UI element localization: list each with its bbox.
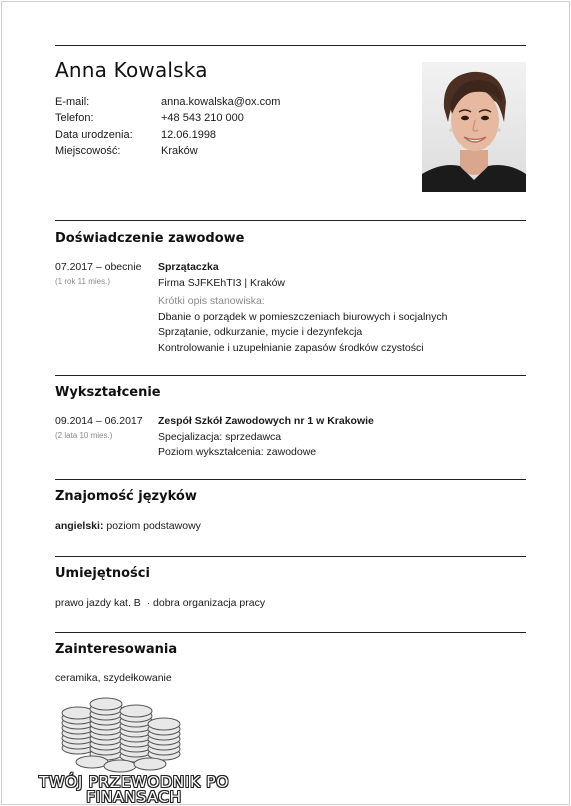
- contact-label: Miejscowość:: [55, 144, 121, 157]
- languages-title: Znajomość języków: [55, 489, 197, 504]
- contact-row-city: [55, 143, 280, 159]
- job-company: Firma SJFKEhTI3 | Kraków: [158, 276, 286, 289]
- watermark-line: TWÓJ PRZEWODNIK PO: [38, 773, 230, 791]
- coin-stack-logo: [56, 688, 186, 780]
- section-rule: [55, 479, 526, 480]
- education-details: [158, 414, 528, 461]
- language-row: [55, 520, 201, 532]
- section-rule: [55, 556, 526, 557]
- experience-details: [158, 260, 528, 357]
- profile-photo: [422, 62, 526, 192]
- contact-label: Telefon:: [55, 112, 94, 125]
- experience-title: Doświadczenie zawodowe: [55, 231, 245, 246]
- contact-label: E-mail:: [55, 96, 90, 108]
- language-name: angielski:: [55, 520, 104, 532]
- language-level: poziom podstawowy: [106, 520, 201, 532]
- job-duty: Kontrolowanie i uzupełnianie zapasów środków czystości: [158, 341, 424, 354]
- job-description-label: Krótki opis stanowiska:: [158, 295, 265, 308]
- contact-label: Data urodzenia:: [55, 128, 133, 141]
- contact-phone: +48 543 210 000: [161, 112, 244, 125]
- contact-row-email: [55, 94, 280, 110]
- skills-text: prawo jazdy kat. B · dobra organizacja pracy: [55, 597, 266, 609]
- top-rule: [55, 45, 526, 46]
- job-duty: Sprzątanie, odkurzanie, mycie i dezynfekcja: [158, 326, 363, 339]
- experience-date: 07.2017 – obecnie: [55, 261, 142, 273]
- education-specialization: Specjalizacja: sprzedawca: [158, 430, 282, 443]
- contact-email: anna.kowalska@ox.com: [161, 96, 281, 108]
- job-duty: Dbanie o porządek w pomieszczeniach biurowych i socjalnych: [158, 310, 448, 323]
- job-position: Sprzątaczka: [158, 261, 219, 273]
- watermark-line: FINANSACH: [86, 788, 182, 806]
- section-rule: [55, 375, 526, 376]
- school-name: Zespół Szkół Zawodowych nr 1 w Krakowie: [158, 415, 374, 427]
- education-date: 09.2014 – 06.2017: [55, 415, 143, 427]
- education-duration: (2 lata 10 mies.): [55, 431, 113, 440]
- experience-duration: (1 rok 11 mies.): [55, 277, 110, 286]
- contact-row-phone: [55, 110, 280, 126]
- section-rule: [55, 632, 526, 633]
- candidate-name: Anna Kowalska: [55, 58, 208, 82]
- contact-birthdate: 12.06.1998: [161, 128, 217, 141]
- interests-text: ceramika, szydełkowanie: [55, 672, 172, 684]
- education-title: Wykształcenie: [55, 385, 161, 400]
- section-rule: [55, 220, 526, 221]
- interests-title: Zainteresowania: [55, 642, 178, 657]
- watermark-text: [0, 775, 268, 805]
- contact-city: Kraków: [161, 144, 198, 157]
- education-level: Poziom wykształcenia: zawodowe: [158, 446, 317, 459]
- skills-title: Umiejętności: [55, 566, 150, 581]
- contact-block: [55, 94, 280, 159]
- contact-row-birthdate: [55, 127, 280, 143]
